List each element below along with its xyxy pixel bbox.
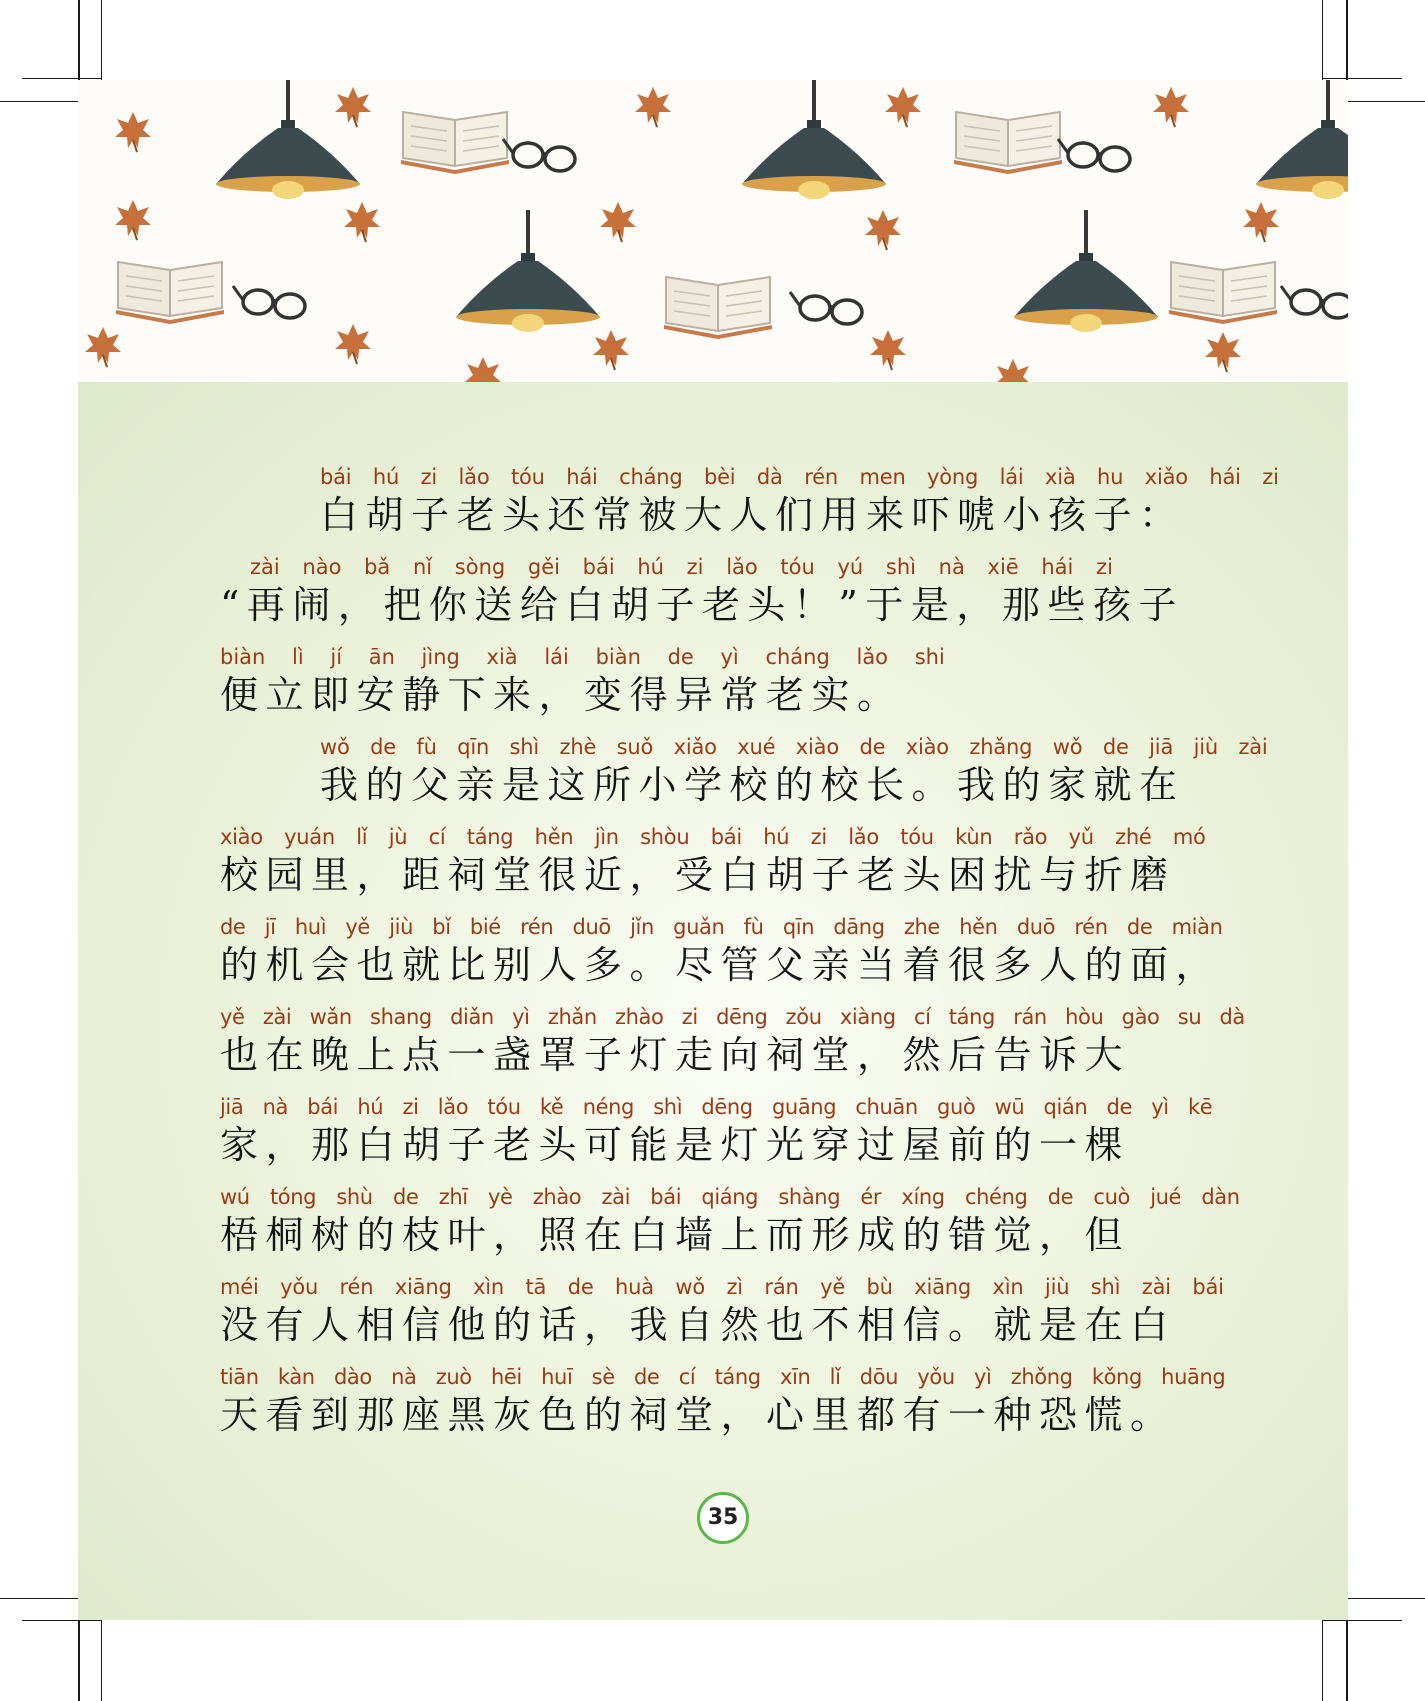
crop-mark [22, 1620, 102, 1621]
hanzi-line: 天看到那座黑灰色的祠堂，心里都有一种恐慌。 [220, 1393, 1176, 1437]
crop-mark [101, 1620, 102, 1701]
pinyin-line: jiā nà bái hú zi lǎo tóu kě néng shì dēng guāng chuān guò wū qián de yì kē [220, 1095, 1213, 1119]
pinyin-line: de jī huì yě jiù bǐ bié rén duō jǐn guǎn fù qīn dāng zhe hěn duō rén de miàn [220, 915, 1223, 939]
crop-mark [1346, 0, 1348, 80]
text-line [78, 1002, 1348, 1082]
text-line [78, 552, 1348, 632]
hanzi-line: “再闹，把你送给白胡子老头！”于是，那些孩子 [220, 583, 1184, 627]
pinyin-line: tiān kàn dào nà zuò hēi huī sè de cí táng xīn lǐ dōu yǒu yì zhǒng kǒng huāng [220, 1365, 1226, 1389]
text-line [78, 732, 1348, 812]
pinyin-line: biàn lì jí ān jìng xià lái biàn de yì cháng lǎo shi [220, 645, 945, 669]
pinyin-line: zài nào bǎ nǐ sòng gěi bái hú zi lǎo tóu yú shì nà xiē hái zi [250, 555, 1113, 579]
pinyin-line: wǒ de fù qīn shì zhè suǒ xiǎo xué xiào de xiào zhǎng wǒ de jiā jiù zài [320, 735, 1268, 759]
pinyin-line: bái hú zi lǎo tóu hái cháng bèi dà rén men yòng lái xià hu xiǎo hái zi [320, 465, 1279, 489]
text-line [78, 1092, 1348, 1172]
crop-mark [1322, 78, 1402, 79]
crop-mark [1348, 1598, 1425, 1599]
text-panel [78, 382, 1348, 1620]
crop-mark [78, 0, 80, 80]
text-line [78, 1182, 1348, 1262]
text-line [78, 1362, 1348, 1442]
crop-mark [0, 101, 78, 102]
pinyin-line: yě zài wǎn shang diǎn yì zhǎn zhào zi dēng zǒu xiàng cí táng rán hòu gào su dà [220, 1005, 1245, 1029]
hanzi-line: 也在晚上点一盏罩子灯走向祠堂，然后告诉大 [220, 1033, 1131, 1077]
hanzi-line: 家，那白胡子老头可能是灯光穿过屋前的一棵 [220, 1123, 1131, 1167]
hanzi-line: 没有人相信他的话，我自然也不相信。就是在白 [220, 1303, 1176, 1347]
crop-mark [1348, 101, 1425, 102]
hanzi-line: 校园里，距祠堂很近，受白胡子老头困扰与折磨 [220, 853, 1176, 897]
decorative-banner [78, 80, 1348, 382]
crop-mark [1322, 1620, 1402, 1621]
hanzi-line: 梧桐树的枝叶，照在白墙上而形成的错觉，但 [220, 1213, 1131, 1257]
hanzi-line: 我的父亲是这所小学校的校长。我的家就在 [320, 763, 1185, 807]
hanzi-line: 白胡子老头还常被大人们用来吓唬小孩子： [320, 493, 1185, 537]
text-line [78, 642, 1348, 722]
crop-mark [0, 1598, 78, 1599]
pinyin-line: xiào yuán lǐ jù cí táng hěn jìn shòu bái hú zi lǎo tóu kùn rǎo yǔ zhé mó [220, 825, 1206, 849]
hanzi-line: 便立即安静下来，变得异常老实。 [220, 673, 903, 717]
text-line [78, 462, 1348, 542]
text-line [78, 912, 1348, 992]
crop-mark [1346, 1620, 1348, 1701]
pinyin-line: méi yǒu rén xiāng xìn tā de huà wǒ zì rán yě bù xiāng xìn jiù shì zài bái [220, 1275, 1224, 1299]
crop-mark [22, 78, 102, 79]
hanzi-line: 的机会也就比别人多。尽管父亲当着很多人的面， [220, 943, 1222, 987]
pinyin-line: wú tóng shù de zhī yè zhào zài bái qiáng shàng ér xíng chéng de cuò jué dàn [220, 1185, 1240, 1209]
text-line [78, 1272, 1348, 1352]
page-number: 35 [697, 1492, 749, 1544]
text-line [78, 822, 1348, 902]
